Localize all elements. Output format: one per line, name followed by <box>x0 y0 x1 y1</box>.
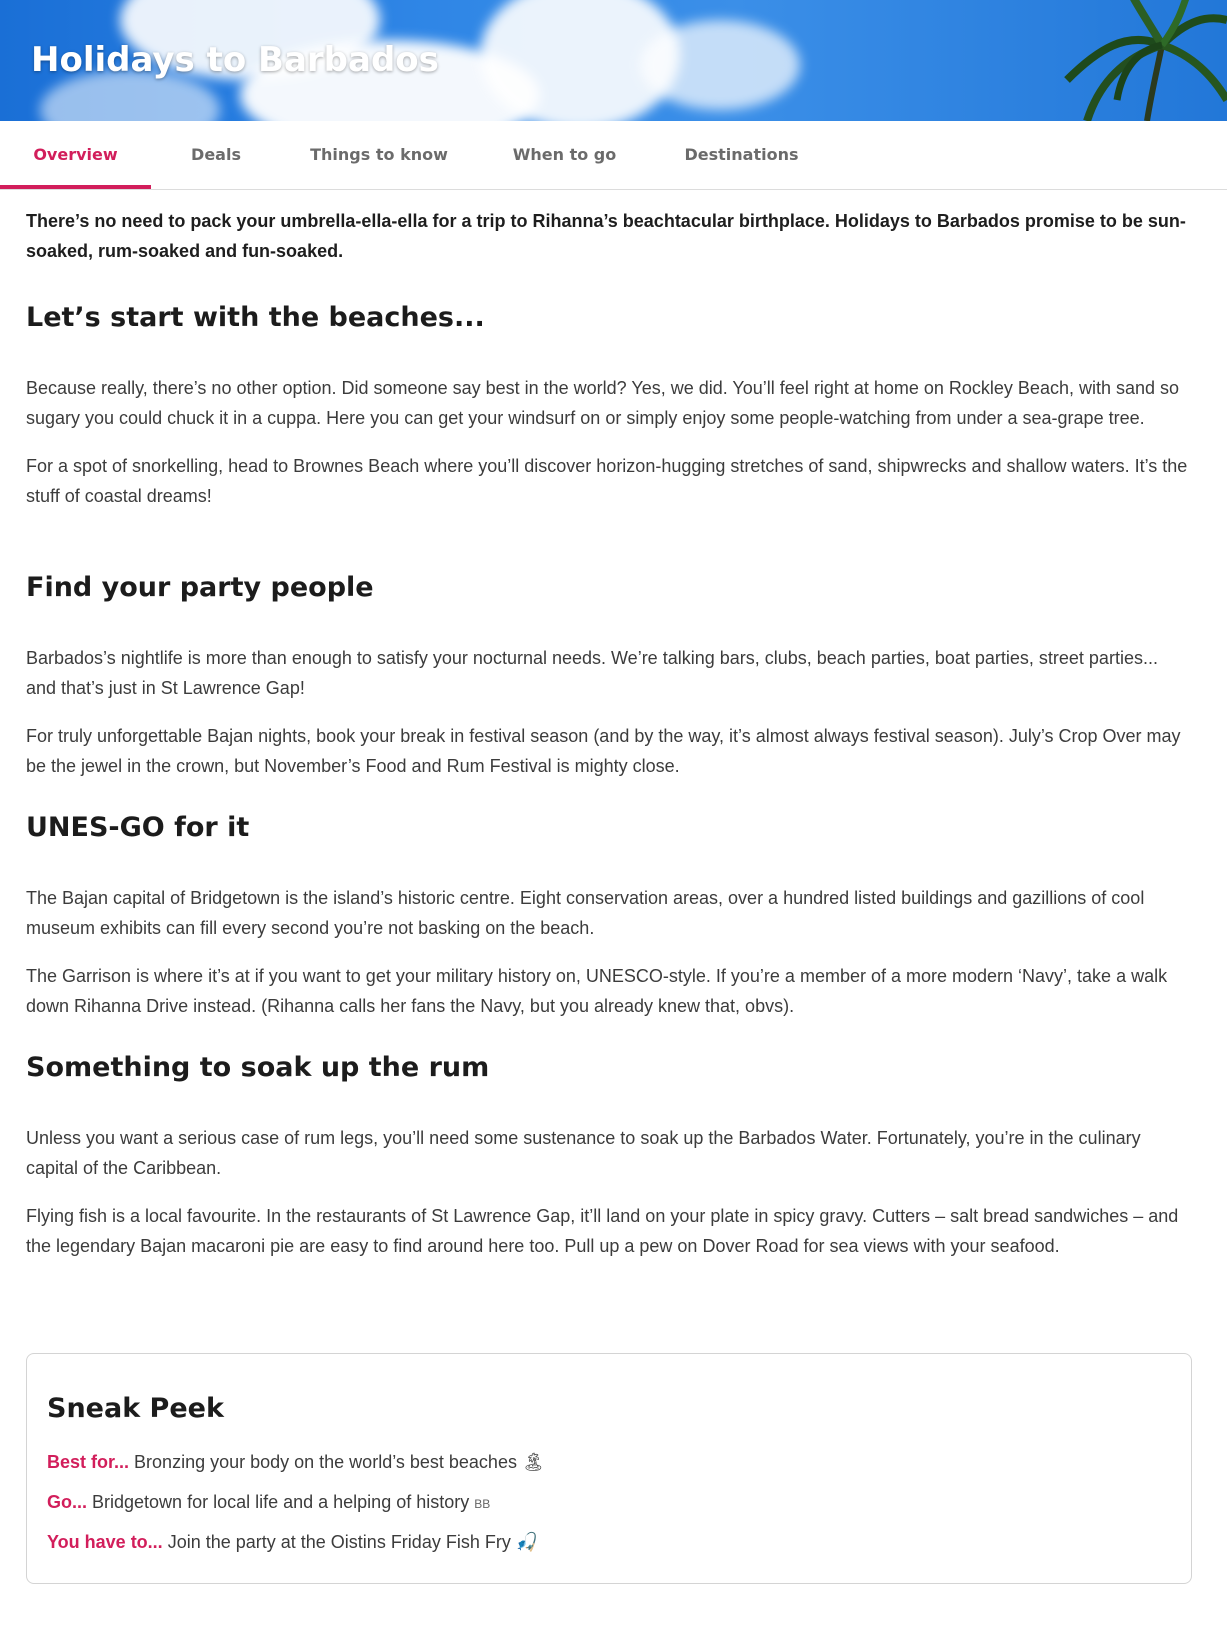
section-food <box>26 1052 1191 1261</box>
sneak-peek-key: Go... <box>47 1492 87 1512</box>
sneak-peek-text: Bronzing your body on the world’s best beaches <box>134 1452 517 1472</box>
tab-deals[interactable]: Deals <box>191 145 241 164</box>
section-paragraph: For a spot of snorkelling, head to Brownes Beach where you’ll discover horizon-hugging stretches of sand, shipwrecks and shallow waters. It’s the stuff of coastal dreams! <box>26 456 1188 506</box>
page-title: Holidays to Barbados <box>31 40 439 80</box>
tab-things-to-know[interactable]: Things to know <box>310 145 448 164</box>
palm-tree-icon <box>947 0 1227 121</box>
section-paragraph: For truly unforgettable Bajan nights, book your break in festival season (and by the way, it’s almost always festival season). July’s Crop Over may be the jewel in the crown, but November’s Food and Rum Festival is mighty close. <box>26 726 1181 776</box>
section-heading: Find your party people <box>26 572 374 603</box>
section-paragraph: Flying fish is a local favourite. In the restaurants of St Lawrence Gap, it’ll land on your plate in spicy gravy. Cutters – salt bread sandwiches – and the legendary Bajan macaroni pie are easy to find around here too. Pull up a pew on Dover Road for sea views with your seafood. <box>26 1206 1179 1256</box>
section-paragraph: Unless you want a serious case of rum legs, you’ll need some sustenance to soak up the Barbados Water. Fortunately, you’re in the culinary capital of the Caribbean. <box>26 1128 1141 1178</box>
section-unesco <box>26 812 1191 1021</box>
sneak-peek-item <box>47 1492 490 1513</box>
hero-banner <box>0 0 1227 121</box>
tab-when-to-go[interactable]: When to go <box>512 145 617 164</box>
tab-overview[interactable]: Overview <box>0 121 151 189</box>
section-heading: Something to soak up the rum <box>26 1052 490 1083</box>
sneak-peek-text: Join the party at the Oistins Friday Fish Fry <box>167 1532 511 1552</box>
section-paragraph: The Bajan capital of Bridgetown is the island’s historic centre. Eight conservation areas, over a hundred listed buildings and gazillions of cool museum exhibits can fill every second you’re not basking on the beach. <box>26 888 1145 938</box>
tab-destinations[interactable]: Destinations <box>684 145 799 164</box>
tab-bar <box>0 121 1227 190</box>
section-beaches <box>26 302 1191 511</box>
sneak-peek-item <box>47 1532 538 1553</box>
intro-block <box>26 206 1186 266</box>
sneak-peek-title: Sneak Peek <box>47 1393 224 1424</box>
section-paragraph: The Garrison is where it’s at if you want to get your military history on, UNESCO-style. If you’re a member of a more modern ‘Navy’, take a walk down Rihanna Drive instead. (Rihanna calls her fans the Navy, but you already knew that, obvs). <box>26 966 1168 1016</box>
sneak-peek-key: You have to... <box>47 1532 163 1552</box>
island-icon: 🏝 <box>521 1452 545 1472</box>
intro-text: There’s no need to pack your umbrella-ella-ella for a trip to Rihanna’s beachtacular birthplace. Holidays to Barbados promise to be sun-soaked, rum-soaked and fun-soaked. <box>26 211 1186 261</box>
barbados-flag-icon: BB <box>474 1497 491 1511</box>
section-heading: UNES-GO for it <box>26 812 250 843</box>
sneak-peek-key: Best for... <box>47 1452 130 1472</box>
sneak-peek-card <box>26 1353 1192 1584</box>
section-heading: Let’s start with the beaches... <box>26 302 485 333</box>
section-party <box>26 572 1191 781</box>
section-paragraph: Barbados’s nightlife is more than enough to satisfy your nocturnal needs. We’re talking bars, clubs, beach parties, boat parties, street parties... and that’s just in St Lawrence Gap! <box>26 648 1158 698</box>
fishing-icon: 🎣 <box>515 1532 539 1552</box>
sneak-peek-item <box>47 1452 545 1473</box>
section-paragraph: Because really, there’s no other option. Did someone say best in the world? Yes, we did. You’ll feel right at home on Rockley Beach, with sand so sugary you could chuck it in a cuppa. Here you can get your windsurf on or simply enjoy some people-watching from under a sea-grape tree. <box>26 378 1180 428</box>
sneak-peek-text: Bridgetown for local life and a helping of history <box>92 1492 470 1512</box>
cloud <box>640 20 800 110</box>
